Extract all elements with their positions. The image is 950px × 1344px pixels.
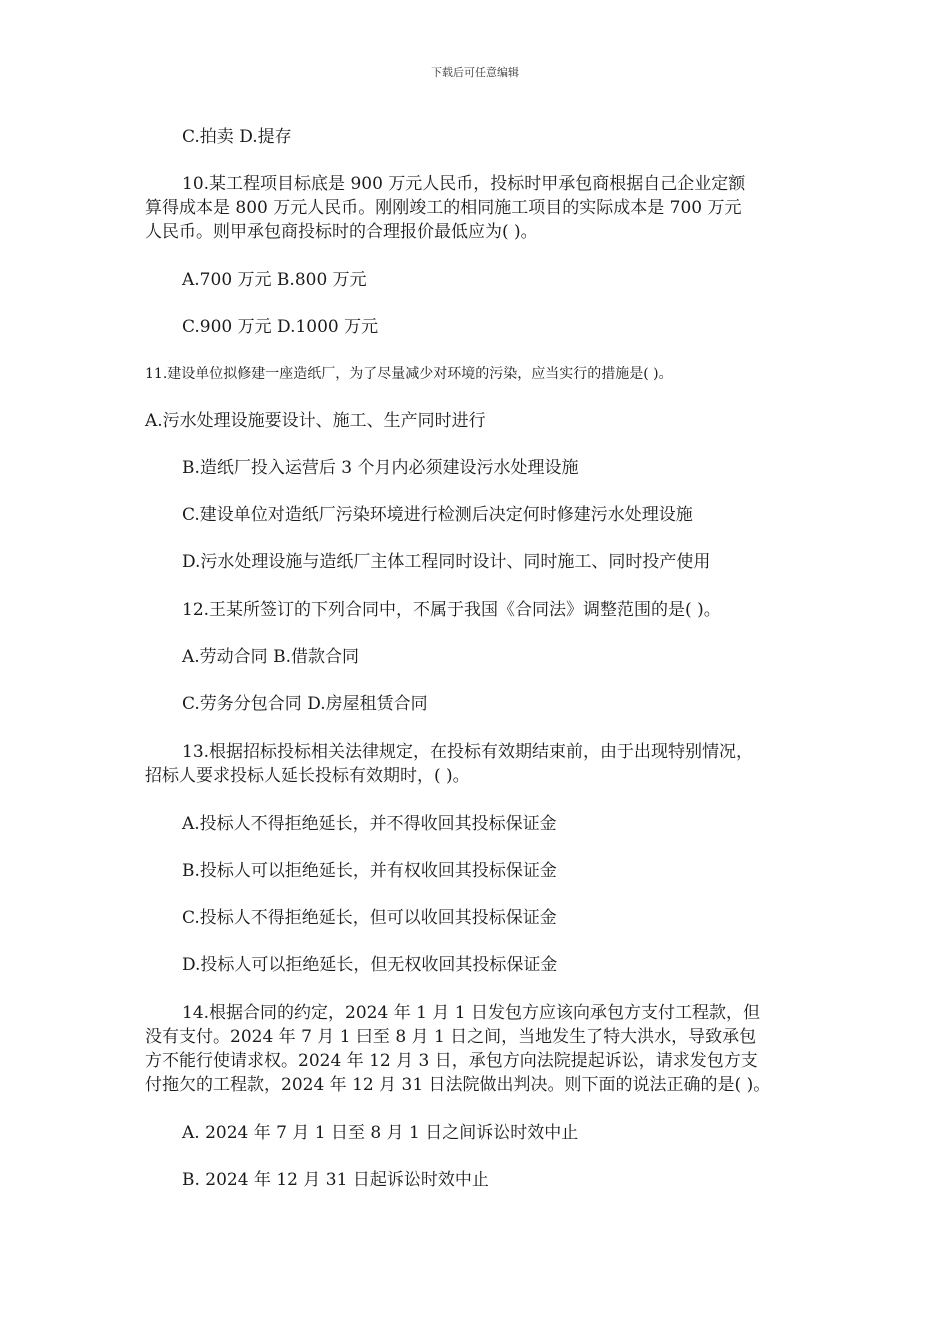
question-11: 11.建设单位拟修建一座造纸厂，为了尽量减少对环境的污染，应当实行的措施是( )。 (145, 366, 673, 382)
question-10-line-1: 10.某工程项目标底是 900 万元人民币，投标时甲承包商根据自己企业定额 (182, 174, 746, 194)
question-10-line-2: 算得成本是 800 万元人民币。刚刚竣工的相同施工项目的实际成本是 700 万元 (145, 198, 742, 218)
option-a-q14: A. 2024 年 7 月 1 日至 8 月 1 日之间诉讼时效中止 (182, 1123, 579, 1143)
question-13-line-2: 招标人要求投标人延长投标有效期时，( )。 (145, 766, 470, 786)
option-d-q11: D.污水处理设施与造纸厂主体工程同时设计、同时施工、同时投产使用 (182, 552, 711, 572)
question-13-line-1: 13.根据招标投标相关法律规定，在投标有效期结束前，由于出现特别情况， (182, 742, 754, 762)
option-line-c-d-q12: C.劳务分包合同 D.房屋租赁合同 (182, 694, 428, 714)
option-line-c-d-q10: C.900 万元 D.1000 万元 (182, 317, 379, 337)
question-10-line-3: 人民币。则甲承包商投标时的合理报价最低应为( )。 (145, 222, 538, 242)
option-b-q11: B.造纸厂投入运营后 3 个月内必须建设污水处理设施 (182, 458, 579, 478)
question-14-line-1: 14.根据合同的约定，2024 年 1 月 1 日发包方应该向承包方支付工程款，但 (182, 1003, 760, 1023)
option-line-c-d-q9: C.拍卖 D.提存 (182, 127, 292, 147)
option-line-a-b-q10: A.700 万元 B.800 万元 (182, 270, 367, 290)
question-14-line-4: 付拖欠的工程款，2024 年 12 月 31 日法院做出判决。则下面的说法正确的是( )。 (145, 1075, 771, 1095)
question-14-line-3: 方不能行使请求权。2024 年 12 月 3 日，承包方向法院提起诉讼，请求发包方支 (145, 1051, 758, 1071)
option-c-q11: C.建设单位对造纸厂污染环境进行检测后决定何时修建污水处理设施 (182, 505, 693, 525)
option-line-a-b-q12: A.劳动合同 B.借款合同 (182, 647, 359, 667)
option-a-q13: A.投标人不得拒绝延长，并不得收回其投标保证金 (182, 814, 557, 834)
page-header: 下载后可任意编辑 (431, 66, 519, 79)
question-14-line-2: 没有支付。2024 年 7 月 1 曰至 8 月 1 日之间，当地发生了特大洪水，导致承包 (145, 1027, 757, 1047)
option-d-q13: D.投标人可以拒绝延长，但无权收回其投标保证金 (182, 955, 558, 975)
option-b-q13: B.投标人可以拒绝延长，并有权收回其投标保证金 (182, 861, 557, 881)
question-12: 12.王某所签订的下列合同中，不属于我国《合同法》调整范围的是( )。 (182, 600, 721, 620)
option-a-q11: A.污水处理设施要设计、施工、生产同时进行 (145, 411, 486, 431)
option-c-q13: C.投标人不得拒绝延长，但可以收回其投标保证金 (182, 908, 557, 928)
option-b-q14: B. 2024 年 12 月 31 日起诉讼时效中止 (182, 1170, 489, 1190)
